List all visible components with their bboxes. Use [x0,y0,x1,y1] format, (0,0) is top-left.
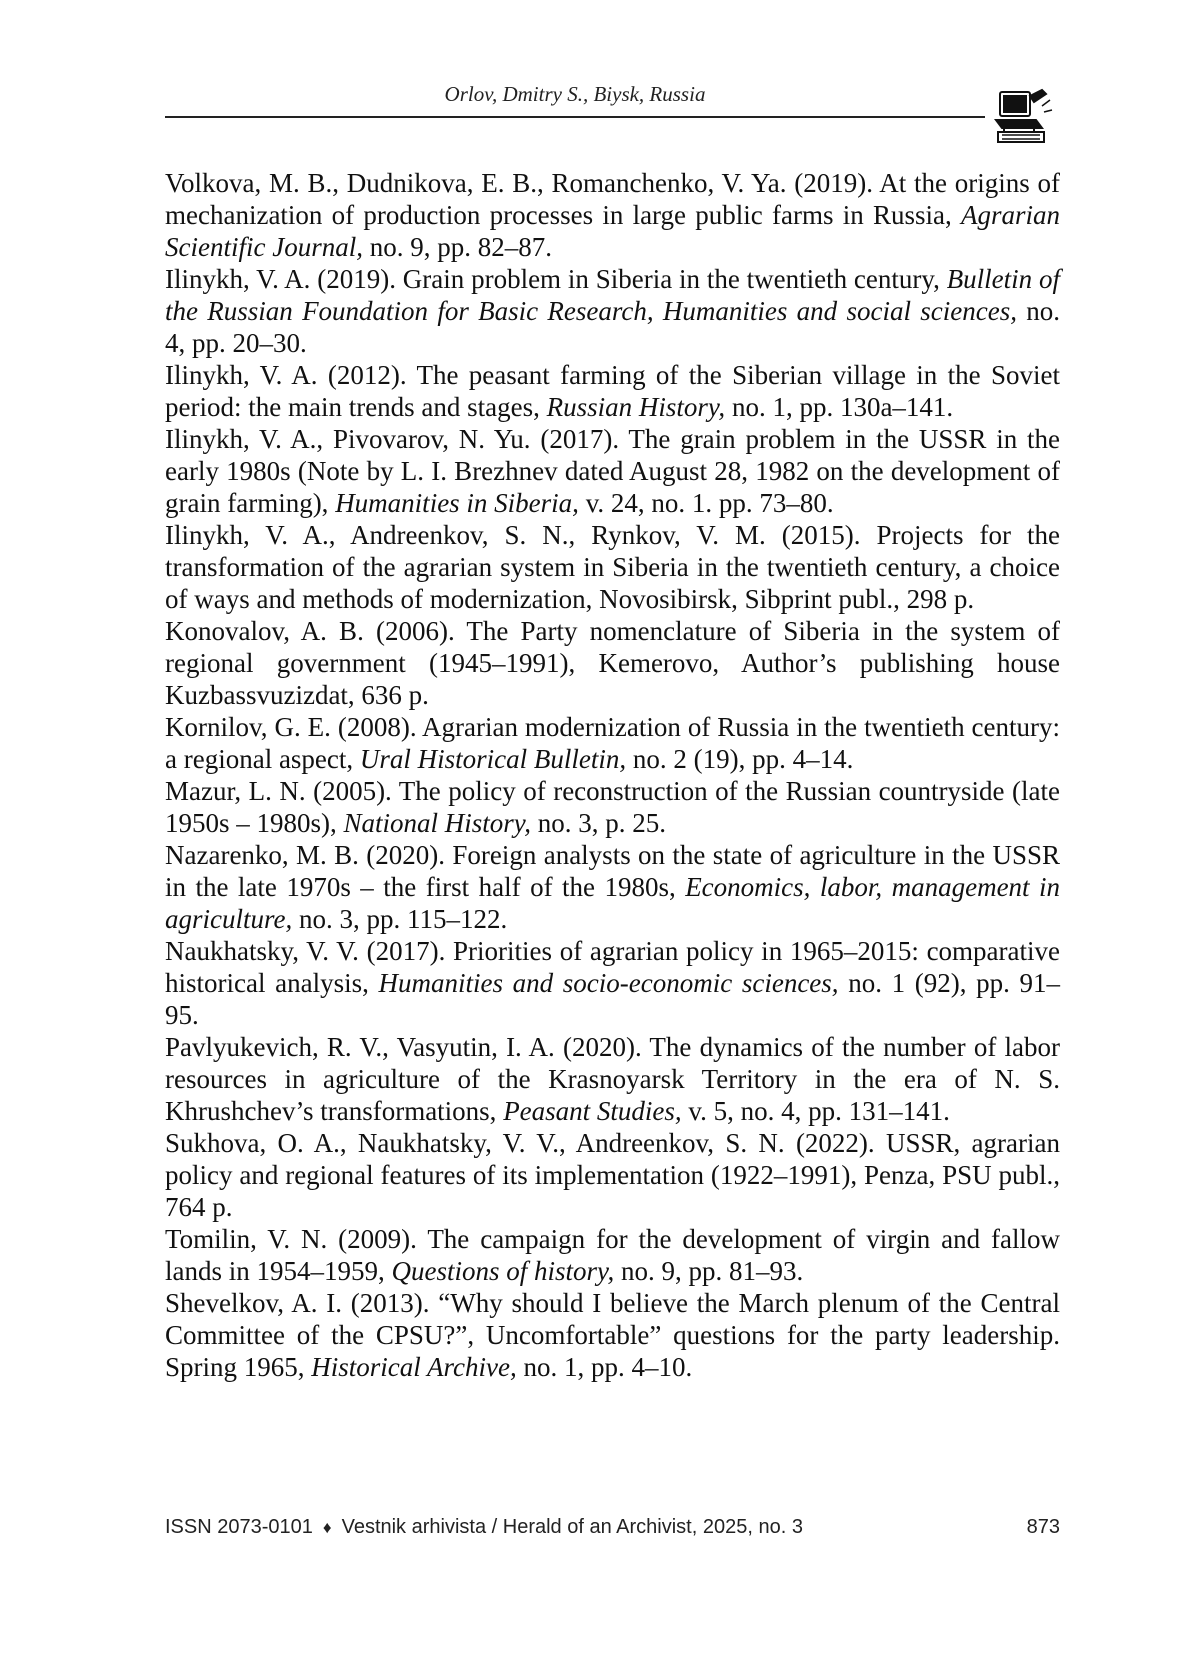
header-rule [165,116,985,118]
reference-entry: Ilinykh, V. A. (2012). The peasant farming of the Siberian village in the Soviet period: the main trends and stages, Russian History, no. 1, pp. 130a–141. [165,360,1060,422]
reference-entry: Konovalov, A. B. (2006). The Party nomenclature of Siberia in the system of regional government (1945–1991), Kemerovo, Author’s publishing house Kuzbassvuzizdat, 636 p. [165,616,1060,710]
reference-entry: Naukhatsky, V. V. (2017). Priorities of agrarian policy in 1965–2015: comparative historical analysis, Humanities and socio-economic sciences, no. 1 (92), pp. 91–95. [165,936,1060,1030]
footer-issn: ISSN 2073-0101 [165,1516,313,1538]
reference-entry: Pavlyukevich, R. V., Vasyutin, I. A. (2020). The dynamics of the number of labor resources in agriculture of the Krasnoyarsk Territory in the era of N. S. Khrushchev’s transformations, Peasant Studies, v. 5, no. 4, pp. 131–141. [165,1032,1060,1126]
reference-entry: Nazarenko, M. B. (2020). Foreign analysts on the state of agriculture in the USSR in the late 1970s – the first half of the 1980s, Economics, labor, management in agriculture, no. 3, pp. 115–122. [165,840,1061,934]
reference-entry: Shevelkov, A. I. (2013). “Why should I believe the March plenum of the Central Committee of the CPSU?”, Uncomfortable” questions for the party leadership. Spring 1965, Historical Archive, no. 1, pp. 4–10. [165,1288,1060,1382]
reference-entry: Ilinykh, V. A. (2019). Grain problem in Siberia in the twentieth century, Bulletin of the Russian Foundation for Basic Research, Humanities and social sciences, no. 4, pp. 20–30. [165,264,1060,358]
computer-archive-icon [990,86,1058,148]
reference-entry: Mazur, L. N. (2005). The policy of reconstruction of the Russian countryside (late 1950s – 1980s), National History, no. 3, p. 25. [165,776,1060,838]
reference-entry: Ilinykh, V. A., Pivovarov, N. Yu. (2017). The grain problem in the USSR in the early 1980s (Note by L. I. Brezhnev dated August 28, 1982 on the development of grain farming), Humanities in Siberia, v. 24, no. 1. pp. 73–80. [165,424,1060,518]
reference-entry: Ilinykh, V. A., Andreenkov, S. N., Rynkov, V. M. (2015). Projects for the transformation of the agrarian system in Siberia in the twentieth century, a choice of ways and methods of modernization, Novosibirsk, Sibprint publ., 298 p. [165,520,1060,614]
reference-entry: Volkova, M. B., Dudnikova, E. B., Romanchenko, V. Ya. (2019). At the origins of mechanization of production processes in large public farms in Russia, Agrarian Scientific Journal, no. 9, pp. 82–87. [165,168,1060,262]
footer-journal: Vestnik arhivista / Herald of an Archivist, 2025, no. 3 [341,1516,803,1538]
reference-entry: Kornilov, G. E. (2008). Agrarian modernization of Russia in the twentieth century: a regional aspect, Ural Historical Bulletin, no. 2 (19), pp. 4–14. [165,712,1060,774]
reference-entry: Tomilin, V. N. (2009). The campaign for the development of virgin and fallow lands in 1954–1959, Questions of history, no. 9, pp. 81–93. [165,1224,1060,1286]
reference-entry: Sukhova, O. A., Naukhatsky, V. V., Andreenkov, S. N. (2022). USSR, agrarian policy and regional features of its implementation (1922–1991), Penza, PSU publ., 764 p. [165,1128,1060,1222]
running-title: Orlov, Dmitry S., Biysk, Russia [444,82,706,106]
page-number: 873 [1026,1516,1060,1538]
page-footer [165,1516,1060,1539]
footer-separator: ♦ [322,1518,332,1537]
reference-list [165,167,1060,1383]
